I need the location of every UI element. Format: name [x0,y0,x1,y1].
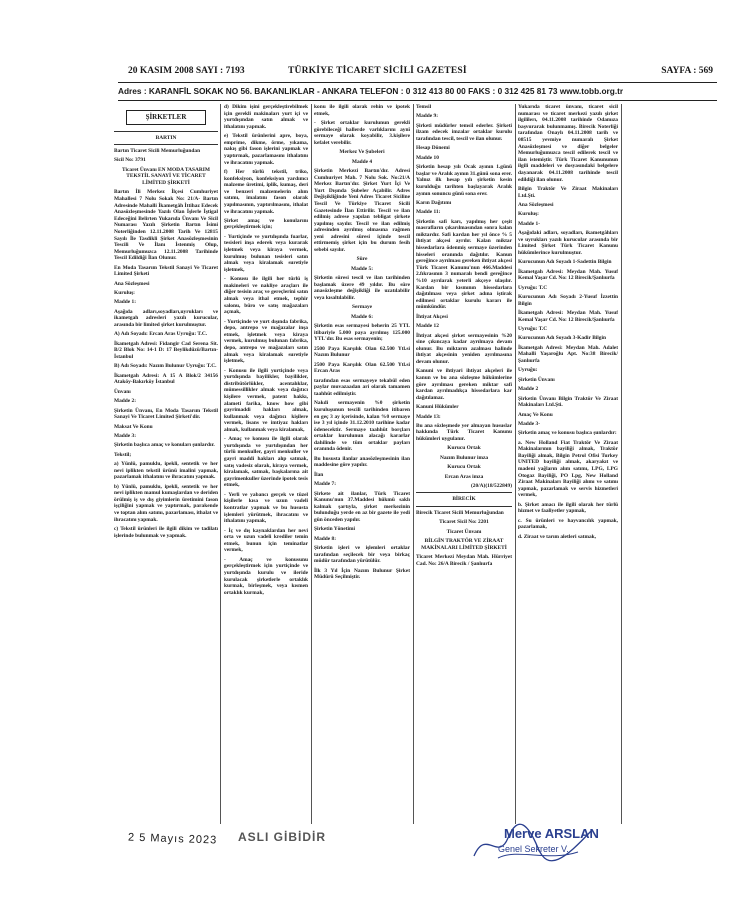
header-rule-top [118,82,717,83]
paragraph: Şirketin amaç ve konusu başlıca şunlardır: [518,430,617,437]
paragraph: Amaç Ve Konu [518,411,553,418]
article-heading: Hesap Dönemi [416,145,450,152]
paragraph: Şirketin Merkezi Bartın'dır. Adresi Cumhuriyet Mah. 7 Nolu Sok. No:21/A Merkez Bartın'dır. Şirket Yurt İçi Ve Yurt Dışında Şubeler Açabilir. Adres Değişikliğinde Yeni Adres Ticaret Siciline Tescil Ve Türkiye Ticaret Sicili Gazetesinde İlan Ettirilir. Tescil ve ilan edilmiş adrese yapılan tebligat şirkete yapılmış sayılır. Tescil ve ilan edilmiş adresinden ayrılmış olmasına rağmen yeni adresini süresi içinde tescil ettirmemiş şirket için bu durum fesih sebebi sayılır. [314,167,410,254]
paragraph: Bu hususta ilanlar anasözleşmesinin ilan maddesine göre yapılır. [314,455,410,469]
paragraph: Aşağıda adları,soyadları,uyrukları ve ikametgah adresleri yazılı kurucular, arasında bir limited şirket kurulmuştur. [114,308,218,329]
article-number: Madde 5: [350,265,373,272]
paragraph: Ana Sözleşmesi [114,280,150,287]
paragraph: Şirketi müdürler temsil ederler. Şirketi ilzam edecek imzalar ortaklar kurulu tarafından tescil, tescil ve ilan olunur. [416,122,512,142]
article-heading: İlan [314,471,324,478]
paragraph: Madde 1- [518,220,541,227]
paragraph: Uyruğu: [518,367,538,374]
founder-signature: Ercan Aras imza [444,473,484,480]
paragraph: tarafından esas sermayeye tekabül eden paylar muvazaadan ari olarak tamamen taahhüt edilmiştir. [314,377,410,397]
article-number: Madde 7: [314,481,337,488]
paragraph: Kurucunun Adı Soyadı 2-Yusuf İzzettin Bilgin [518,294,618,307]
company-title: BİLGİN TRAKTÖR VE ZİRAAT MAKİNALARI LİMİTED ŞİRKETİ [421,537,507,551]
paragraph: - Şirket ortaklar kurulunun gerekli görebileceği hallerde varlıklarını aynî sermaye olarak koyabilir, 3.kişilere kefalet verebilir. [314,119,410,146]
paragraph: İkametgah Adresi: Fidangir Cad Serena Sit. B/2 Blok No: 14-1 D: 17 Beylikdüzü/Bartın-İstanbul [114,340,218,360]
paragraph: f) Her türlü tekstil, triko, konfeksiyon, konfeksiyon yardımcı malzeme üretimi, iplik, kumaş, deri ve benzeri malzemelerin alım satımı, imalatını fason olarak yapılmasının, yaptırılmasını, ithalat ve ihracatını yapmak. [224,168,308,215]
divider [416,492,512,493]
paragraph: - Yurtiçinde ve yurtdışında fuarlar, tesisleri inşa ederek veya kurarak işletmek veya kiraya vermek, kurulmuş bulunan tesisleri satın almak veya kiralamak suretiyle işletmek, [224,233,308,273]
article-number: Madde 10 [416,154,439,161]
paragraph: - İç ve dış kaynaklardan her nevi orta ve uzun vadeli krediler temin etmek, bunun için teminatlar vermek, [224,527,308,554]
paragraph: Madde 2: [114,398,137,405]
paragraph: b) Yünlü, pamuklu, ipekli, sentetik ve her nevi iplikten mamul kumaşlardan ve deriden örülmiş iş ve dış giyimlerin üretimini fason işçiliğini yapmak ve yaptırmak, parakende ve toptan alım satımı, pazarlaması, ithalat ve ihracatını yapmak. [114,483,218,523]
paragraph: d) Dikim işini gerçekleştirebilmek için gerekli makinaları yurt içi ve yurtdışından satın almak ve ithalatını yapmak. [224,104,308,130]
paragraph: İhtiyat akçesi şirket sermayesinin %20 sine çıkıncaya kadar ayrılmaya devam olunur. Bu miktarın azalması halinde ihtiyat akçesinin yeniden ayrılmasına devam olunur. [416,332,512,365]
column-divider [413,104,414,824]
paragraph: İkametgah Adresi: Meydan Mah. Yusuf Kemal Yaşar Cd. No: 12 Birecik/Şanlıurfa [518,310,618,323]
paragraph: Şirketin işleri ve işlemleri ortaklar tarafından seçilecek bir veya birkaç müdür tarafından yürütülür. [314,545,410,565]
paragraph: Şirketin başlıca amaç ve konuları şunlardır. [114,442,215,449]
paragraph: B) Adı Soyadı: Nazım Bulunur Uyruğu: T.C. [114,363,217,370]
text-column-1 [114,104,218,819]
registry-number: Ticaret Sicil No: 2201 [439,519,489,526]
header-rule-bottom [118,100,717,101]
article-number: Madde 12 [416,323,439,330]
header-page-number: SAYFA : 569 [661,66,713,76]
divider [114,144,218,145]
paragraph: - Konusu ile ilgili yurtiçinde veya yurtdışında bayilikler, bayilikler, distribütörlükler, acentalıklar, mümessillikler almak veya dağıtıcı kişilere vermek, patent hakkı, alameti farika, know how gibi gayrimaddi hakları almak, kullanmak veya dağıtıcı kişilere vermek, lisans ve imtiyaz hakları almak, kullanmak veya kiralamak, [224,367,308,433]
divider [416,506,512,507]
paragraph: e) Tekstil ürünlerini apre, boya, emprime, dikme, örme, yıkama, nakış gibi fason işlerini yapmak ve yaptırmak, pazarlamasını ithalatını ve ihracatını yapmak. [224,133,308,166]
paragraph: c) Tekstil ürünleri ile ilgili dikim ve tadilatı işlerinde bulunmak ve yapmak. [114,526,218,539]
paragraph: a) Yünlü, pamuklu, ipekli, sentetik ve her nevi iplikten tekstil ürünü imalini yapmak, pazarlamak ithalatını ve ihracatını yapmak. [114,461,218,481]
paragraph: a. New Holland Fiat Traktör Ve Ziraat Makinalarının bayiliği almak, Traktör Bayiliği almak, Bilgin Petrol Ofisi Turkey UNITED bayiliği almak, akaryakıt ve madeni yağların alım satımı, LPG, LPG Otogaz Bayiliği, PO Lpg, New Holland Ziraat Makinaları Bayiliği alımı ve satımı yapmak, pazarlamak ve servis hizmetleri vermek, [518,439,618,499]
paragraph: - Amaç ve konusunu gerçekleştirmek için yurtiçinde ve yurtdışında kurulu ve ileride kurulacak şirketlerle ortaklık kurmak, birleşmek, veya kısmen ortaklık kurmak, [224,556,308,596]
paragraph: Kurucunun Adı Soyadı 1-Sadettin Bilgin [518,259,612,266]
paragraph: konu ile ilgili olarak rehin ve ipotek etmek, [314,104,410,117]
divider [114,131,218,132]
paragraph: Bu ana sözleşmede yer almayan hususlar hakkında Türk Ticaret Kanunu hükümleri uygulanır. [416,422,512,443]
paragraph: 2500 Paya Karşılık Olan 62.500 Ytl.si Nazım Bulunur [314,345,410,359]
column-divider [220,104,221,824]
paragraph: Kurucunun Adı Soyadı 3-Kadir Bilgin [518,335,606,342]
paragraph: d. Ziraat ve tarım aletleri satmak, [518,533,596,540]
paragraph: Şirketin Ünvanı Bilgin Traktör Ve Ziraat Makinaları Ltd.Şti. [518,395,618,409]
paragraph: Bartın İli Merkez İlçesi Cumhuriyet Mahallesi 7 Nolu Sokak No: 21/A- Bartın Adresinde Mahalli İkametgâh İttihaz Edecek Anasözleşmesinde Yazılı Olan İşlerle İştigal Edeceğini Belirten Yukarıda Ünvanı Ve Sicil Numarası Yazılı Şirketin Bartın İsimi Noterliğinden 12.11.2008 Tarih Ve 12815 Sayılı İle Tasdikli Şirket Anasözleşmesinin Tescili Ve İlanı İstenmiş Olup, Memurluğumuzca 12.11.2008 Tarihinde Tescil Edildiği İlan Olunur. [114,189,218,262]
column-divider [311,104,312,824]
paragraph: Şirketin safi karı, yapılmış her çeşit masrafların çıkarılmasından sonra kalan miktardır. Safi kardan her yıl önce % 5 ihtiyat akçesi ayrılır. Kalan miktar hissedarlara ödenmiş sermaye üzerinden hisseleri oranında dağıtılır. Kanun gereğince ayrılması gereken ihtiyat akçesi Türk Ticaret Kanunu'nun 466.Maddesi 2.fıkrasının 3 numaralı bendi gereğince %10 ayrılarak yeterli akçeye ulaşılır. Kardan bir kısmının hissedarlara dağıtılması veya şirket adına iştirak edilmesi ortaklar kurulu kararı ile mümkündür. [416,218,512,311]
paragraph: - Konusu ile ilgili her türlü iş makineleri ve nakliye araçları ile diğer tesisin araç ve gereçlerini satın almak veya ithal etmek, tephir salonu, büro ve satış mağazaları açmak, [224,276,308,316]
paragraph: Ünvanı [114,388,131,395]
section-title-sirketler: ŞİRKETLER [126,110,206,125]
text-column-4 [416,104,512,819]
paragraph: Madde 1: [114,299,137,306]
reference-number: (20/A)(18/522849) [470,483,512,490]
text-column-2 [224,104,308,819]
header-gazette-title: TÜRKİYE TİCARET SİCİLİ GAZETESİ [288,66,467,76]
paragraph: Maksat Ve Konu [114,423,153,430]
paragraph: Nakdi sermayenin %0 şirketin kuruluşunun tescili tarihinden itibaren en geç 3 ay içerisinde, kalan %0 sermaye ise 3 yıl içinde 31.12.2010 tarihine kadar ödenecektir. Sermaye taahhüt borçları ortaklar kurulunun alacağı kararlar dahilinde ve tüm ortaklar payları oranında ödenir. [314,400,410,453]
header-date-issue: 20 KASIM 2008 SAYI : 7193 [128,66,245,76]
article-heading: Temsil [416,104,432,110]
paragraph: Madde 3: [114,432,137,439]
article-number: Madde 4 [351,158,373,165]
address-line: Adres : KARANFİL SOKAK NO 56. BAKANLIKLAR - ANKARA TELEFON : 0 312 413 80 00 FAKS : 0 312 425 81 73 www.tobb.org.tr [118,86,624,96]
paragraph: Şirketin Ünvanı, En Moda Tasarım Tekstil Sanayi Ve Ticaret Limited Şirketi'dir. [114,407,218,421]
certified-copy-stamp: ASLI GİBİDİR [238,830,327,844]
paragraph: Tekstil; [114,451,132,458]
paragraph: Uyruğu: T.C [518,325,548,332]
date-stamp: 2 5 Mayıs 2023 [127,831,218,847]
article-number: Madde 8: [314,535,337,542]
paragraph: Madde 3- [518,420,541,427]
column-divider [621,104,622,824]
paragraph: Bartın Ticaret Sicili Memurluğundan [114,147,201,154]
article-heading: Karın Dağıtımı [416,199,452,206]
paragraph: - Yerli ve yabancı gerçek ve tüzel kişilerle kısa ve uzun vadeli kontratlar yapmak ve bu hususta işlemleri yürütmek, ihracatını ve ithalatını yapmak, [224,491,308,525]
paragraph: Şirketin Ünvanı [518,376,555,383]
signature-name: Merve ARSLAN [504,826,599,841]
paragraph: Şirkete ait ilanlar, Türk Ticaret Kanunu'nun 37.Maddesi hükmü saklı kalmak şartıyla, şirket merkezinin bulunduğu yerde en az bir gazete ile yedi gün önceden yapılır. [314,490,410,523]
company-title: Ticaret Ünvanı EN MODA TASARIM TEKSTİL SANAYİ VE TİCARET LİMİTED ŞİRKETİ [122,166,210,186]
paragraph: İkametgah Adresi: Meydan Mah. Adalet Mahalli Yaşaroğlu Apt. No:38 Birecik/Şanlıurfa [518,344,618,364]
article-heading: Merkez Ve Şubeleri [339,149,385,156]
paragraph: Yukarıda ticaret ünvanı, ticaret sicil numarası ve ticaret merkezi yazılı şirket ilgililerı, 04.11.2008 tarihinde Odamıza başvurarak bulunmamış. Birecik Noterliği tarafından Onaylı 04.11.2008 tarih ve 08515 yevmiye numaralı Şirket Anasözleşmesi ve diğer belgeler Memurluğumuzca tescil edilerek tescil ve ilan istemiştir. Türk Ticaret Kanununun ilgili maddeleri ve dosyasındaki belgelere dayanarak 04.11.2008 tarihinde tescil edildiği ilan olunur. [518,104,618,183]
article-heading: Şirketin Yönetimi [314,526,355,533]
article-heading: İhtiyat Akçesi [416,313,448,320]
paragraph: A) Adı Soyadı: Ercan Aras Uyruğu: T.C. [114,331,208,338]
paragraph: Bilgin Traktör Ve Ziraat Makinaları Ltd.Şti. [518,185,618,199]
article-heading: Sermaye [351,304,373,311]
paragraph: Aşağıdaki adları, soyadları, ikametgâhları ve uyrukları yazılı kurucular arasında bir Limited Şirket Türk Ticaret Kanunu hükümlerince kurulmuştur. [518,230,618,256]
paragraph: Madde 2 [518,386,539,393]
paragraph: Kuruluş: [114,290,135,297]
paragraph: Şirketin esas sermayesi beherin 25 YTL itibariyle 5.000 paya ayrılmış 125.000 YTL'dır. Bu esas sermayenin; [314,323,410,343]
article-number: Madde 6: [350,313,373,320]
city-heading-bartin: BARTIN [155,134,177,141]
city-heading-birecik: BİRECİK [452,496,476,503]
page-header [128,66,713,80]
trade-name-label: Ticaret Ünvanı [446,528,482,535]
founder-label: Kurucu Ortak [447,464,481,471]
paragraph: Ana Sözleşmesi [518,201,554,208]
paragraph: Şirket amaç ve konularını gerçekleştirmek için; [224,217,308,231]
article-number: Madde 11: [416,209,441,216]
paragraph: Kanuni ve ihtiyari ihtiyat akçeleri ile kanun ve bu ana sözleşme hükümlerine göre ayrılması gereken miktar safi kardan ayrılmadıkça hissedarlara kar dağıtılamaz. [416,368,512,401]
founder-label: Kurucu Ortak [447,445,481,452]
paragraph: 2500 Paya Karşılık Olan 62.500 Ytl.si Ercan Aras [314,361,410,375]
column-divider [515,104,516,824]
paragraph: c. Su ürünleri ve hayvancılık yapmak, pazarlamak, [518,517,618,531]
paragraph: İkametgah Adresi: Meydan Mah. Yusuf Kemal Yaşar Cd. No: 12 Birecik/Şanlıurfa [518,268,618,282]
article-number: Madde 13: [416,413,441,420]
paragraph: Şirketin hesap yılı Ocak ayının 1.günü başlar ve Aralık ayının 31.günü sona erer. Yalnız ilk hesap yılı şirketin kesin kurulduğu tarihten başlayarak Aralık ayının sonuncu günü sona erer. [416,164,512,197]
text-column-3 [314,104,410,819]
paragraph: İkametgah Adresi: A 15 A Blok/2 34156 Ataköy-Bakırköy İstanbul [114,372,218,386]
paragraph: - Yurtiçinde ve yurt dışında fabrika, depo, antrepo ve mağazalar inşa etmek, işletmek veya kiraya vermek, kurulmuş bulunan fabrika, depo, antrepo ve mağazaları satın almak veya kiralamak suretiyle işletmek, [224,318,308,365]
paragraph: Şirketin süresi tescil ve ilan tarihinden başlamak üzere 49 yıldır. Bu süre anasözleşme değişikliği ile uzatılabilir veya kısaltılabilir. [314,275,410,302]
founder-signature: Nazım Bulunur imza [439,454,489,461]
paragraph: Sicil No: 3791 [114,157,146,164]
text-column-5 [518,104,618,819]
paragraph: Ticaret Merkezi Meydan Mah. Hürriyet Cad. No: 26/A Birecik / Şanlıurfa [416,553,512,567]
paragraph: Birecik Ticaret Sicili Memurluğundan [416,509,504,516]
article-heading: Kanuni Hükümler [416,404,459,411]
paragraph: Uyruğu: T.C [518,284,548,291]
paragraph: b. Şirket amacı ile ilgili olarak her türlü hizmet ve faaliyetler yapmak, [518,501,618,515]
paragraph: - Amaç ve konusu ile ilgili olarak yurtdışında ve yurtdışından her türlü menkuller, gayri menkuller ve gayri maddi hakları alıp satmak, satış vadesiz olarak, kiraya vermek, kiralamak, satmak, başkalarına ait gayrimenkuller üzerinde ipotek tesis etmek, [224,436,308,489]
article-number: Madde 9: [416,113,439,120]
article-heading: Süre [356,256,368,263]
paragraph: Kuruluş: [518,211,539,218]
paragraph: En Moda Tasarım Tekstil Sanayi Ve Ticaret Limited Şirketi [114,264,218,278]
paragraph: İlk 3 Yıl İçin Nazım Bulunur Şirket Müdürü Seçilmiştir. [314,567,410,581]
signature-title: Genel Sekreter V. [498,844,569,854]
